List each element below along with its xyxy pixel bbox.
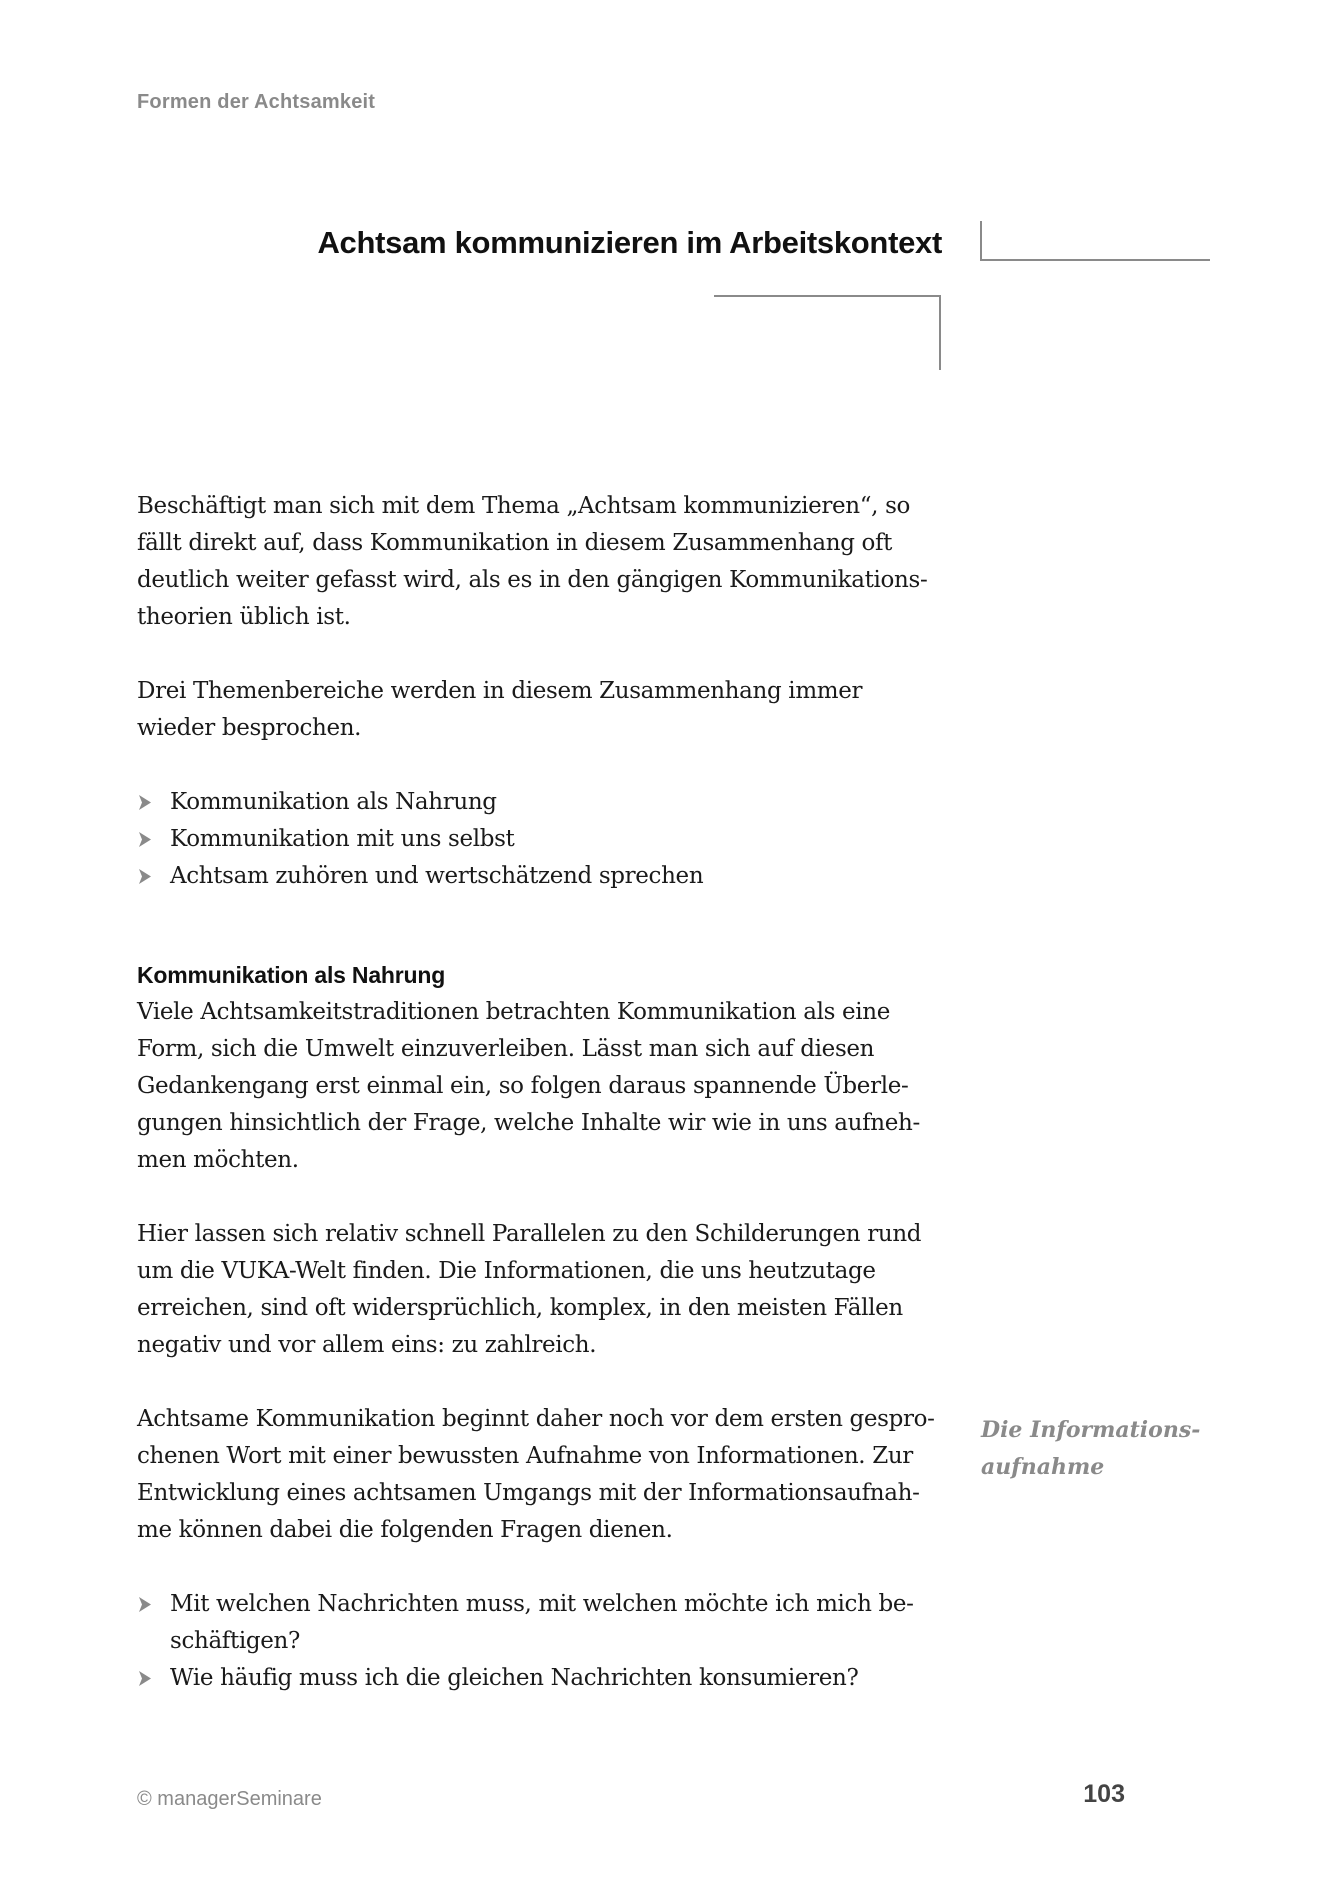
topic-list: [137, 784, 942, 895]
list-item-text: Achtsam zuhören und wertschätzend sprechen: [170, 863, 704, 889]
list-item: [137, 1586, 942, 1660]
decorative-corner-line-bottom: [714, 295, 941, 370]
section-paragraph-1: Viele Achtsamkeitstraditionen betrachten Kommunikation als eine Form, sich die Umwelt einzuverleiben. Lässt man sich auf diesen Gedankengang erst einmal ein, so folgen daraus spannende Überlegungen hinsichtlich der Frage, welche Inhalte wir wie in uns aufnehmen möchten.: [137, 999, 921, 1173]
section-heading: Kommunikation als Nahrung: [137, 962, 446, 988]
list-item: [137, 858, 942, 895]
intro-paragraph-2: Drei Themenbereiche werden in diesem Zusammenhang immer wieder besprochen.: [137, 678, 863, 741]
main-content: [137, 488, 942, 1697]
list-item-text: Kommunikation mit uns selbst: [170, 826, 515, 852]
triangle-right-icon: [137, 1597, 152, 1612]
running-head: Formen der Achtsamkeit: [137, 91, 376, 113]
page-title: Achtsam kommunizieren im Arbeitskontext: [317, 225, 942, 260]
list-item-text: Mit welchen Nachrichten muss, mit welchen möchte ich mich beschäftigen?: [170, 1591, 914, 1654]
page-number: 103: [1083, 1780, 1125, 1808]
footer-copyright: © managerSeminare: [137, 1788, 322, 1810]
intro-paragraph-1: Beschäftigt man sich mit dem Thema „Achtsam kommunizieren“, so fällt direkt auf, dass Kommunikation in diesem Zusammenhang oft deutlich weiter gefasst wird, als es in den gängigen Kommunikationstheorien üblich ist.: [137, 493, 928, 630]
list-item: [137, 821, 942, 858]
margin-note: Die Informationsaufnahme: [981, 1417, 1201, 1480]
list-item-text: Kommunikation als Nahrung: [170, 789, 497, 815]
list-item: [137, 784, 942, 821]
section-paragraph-3: Achtsame Kommunikation beginnt daher noch vor dem ersten gesprochenen Wort mit einer bewussten Aufnahme von Informationen. Zur Entwicklung eines achtsamen Umgangs mit der Informationsaufnahme können dabei die folgenden Fragen dienen.: [137, 1406, 935, 1543]
triangle-right-icon: [137, 1671, 152, 1686]
decorative-corner-line-top: [980, 221, 1210, 261]
list-item: [137, 1660, 942, 1697]
triangle-right-icon: [137, 869, 152, 884]
section-paragraph-2: Hier lassen sich relativ schnell Parallelen zu den Schilderungen rund um die VUKA-Welt finden. Die Informationen, die uns heutzutage erreichen, sind oft widersprüchlich, komplex, in den meisten Fällen negativ und vor allem eins: zu zahlreich.: [137, 1221, 922, 1358]
list-item-text: Wie häufig muss ich die gleichen Nachrichten konsumieren?: [170, 1665, 859, 1691]
triangle-right-icon: [137, 795, 152, 810]
triangle-right-icon: [137, 832, 152, 847]
question-list: [137, 1586, 942, 1697]
